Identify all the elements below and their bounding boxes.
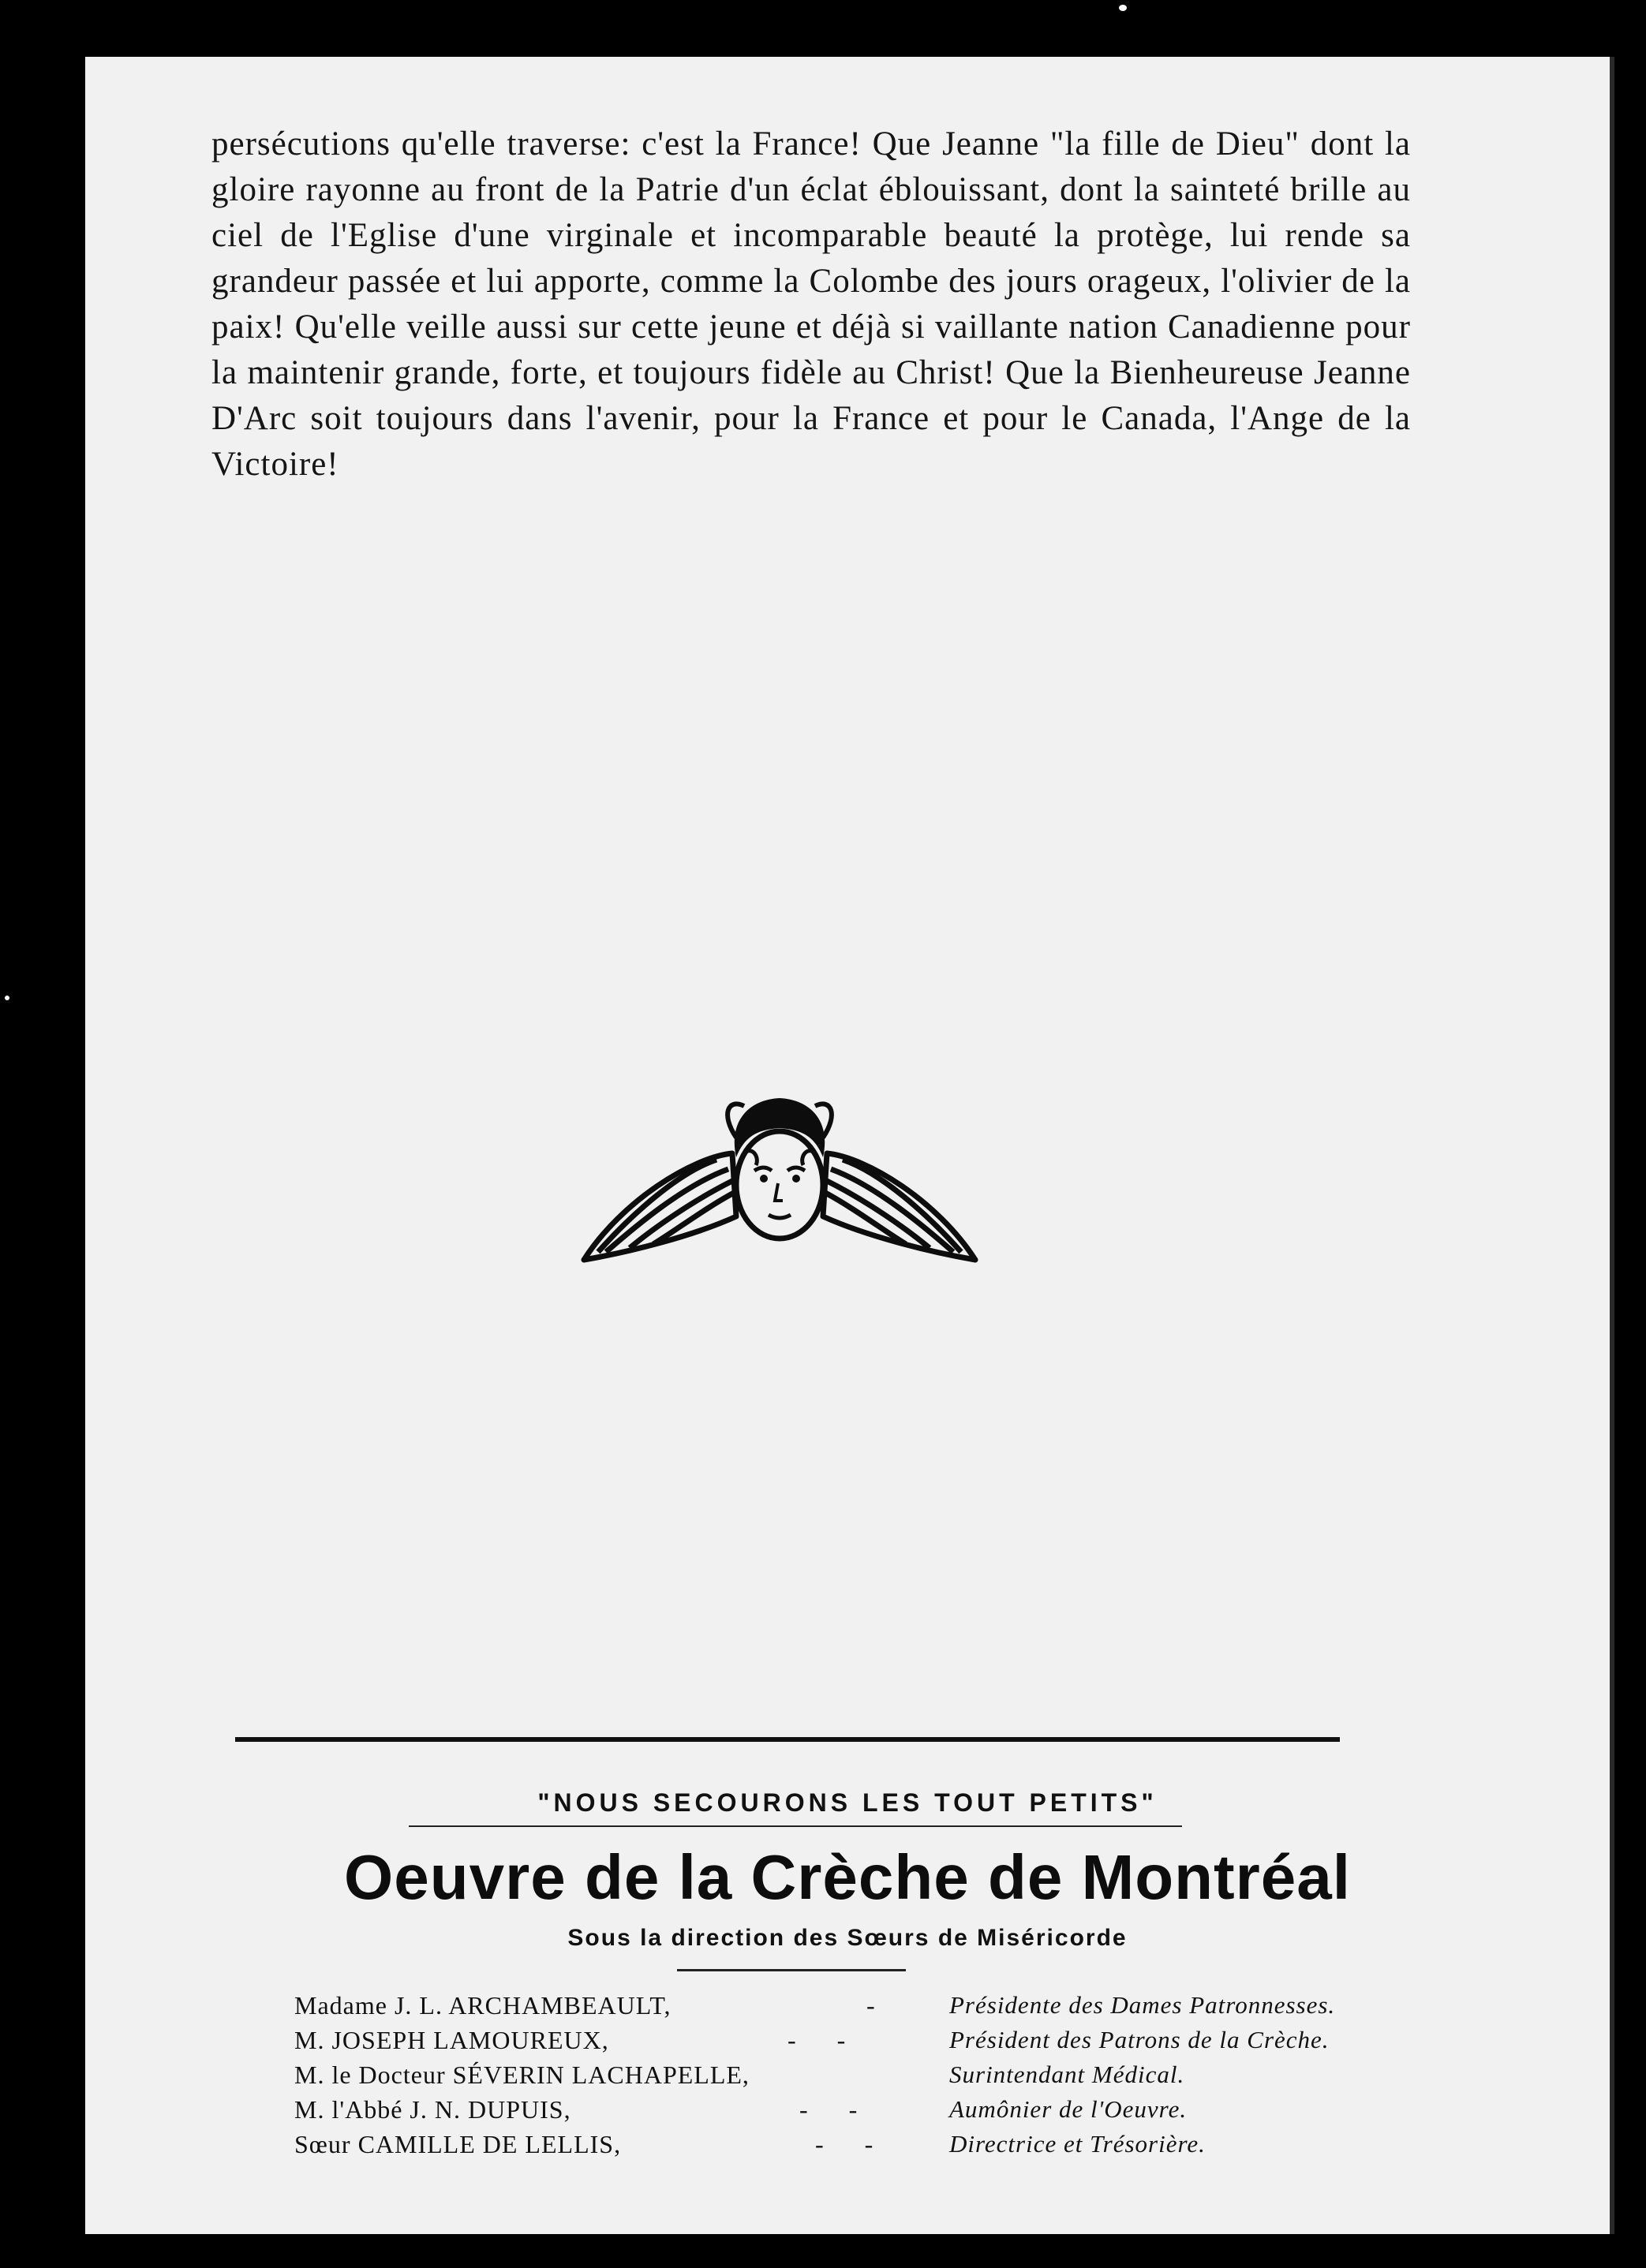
officer-role: Surintendant Médical. (949, 2061, 1185, 2088)
officer-role: Aumônier de l'Oeuvre. (949, 2095, 1188, 2123)
officer-name: M. le Docteur SÉVERIN LACHAPELLE, (294, 2061, 750, 2089)
motto: "NOUS SECOURONS LES TOUT PETITS" (537, 1788, 1158, 1817)
officer-dash: - - (799, 2095, 875, 2124)
officer-row (294, 2130, 1478, 2165)
officer-role: Directrice et Trésorière. (949, 2130, 1206, 2158)
section-divider (235, 1737, 1340, 1742)
officer-name: Sœur CAMILLE DE LELLIS, (294, 2130, 622, 2158)
officer-row (294, 2026, 1478, 2061)
officer-role: Présidente des Dames Patronnesses. (949, 1991, 1336, 2019)
officer-role: Président des Patrons de la Crèche. (949, 2026, 1330, 2053)
film-speck (5, 996, 9, 1000)
body-paragraph: persécutions qu'elle traverse: c'est la France! Que Jeanne "la fille de Dieu" dont la gloire rayonne au front de la Patrie d'un éclat éblouissant, dont la sainteté brille au ciel de l'Eglise d'une virginale et incomparable beauté la protège, lui rende sa grandeur passée et lui apporte, comme la Colombe des jours orageux, l'olivier de la paix! Qu'elle veille aussi sur cette jeune et déjà si vaillante nation Canadienne pour la maintenir grande, forte, et toujours fidèle au Christ! Que la Bienheureuse Jeanne D'Arc soit toujours dans l'avenir, pour la France et pour le Canada, l'Ange de la Victoire! (211, 125, 1411, 483)
officer-dash: - - (815, 2130, 891, 2158)
officer-dash: - (866, 1991, 892, 2020)
film-speck (1119, 5, 1127, 11)
officer-row (294, 2061, 1478, 2095)
motto-underline (409, 1825, 1182, 1827)
officer-name: Madame J. L. ARCHAMBEAULT, (294, 1991, 671, 2020)
document-page (85, 57, 1614, 2234)
officer-name: M. JOSEPH LAMOUREUX, (294, 2026, 609, 2054)
officer-row (294, 2095, 1478, 2130)
organization-subtitle: Sous la direction des Sœurs de Miséricorde (567, 1925, 1128, 1951)
organization-title: Oeuvre de la Crèche de Montréal (344, 1842, 1351, 1912)
cherub-icon (574, 1082, 985, 1280)
officer-name: M. l'Abbé J. N. DUPUIS, (294, 2095, 571, 2124)
officers-list (294, 1991, 1478, 2165)
subtitle-divider (677, 1969, 906, 1971)
officer-row (294, 1991, 1478, 2026)
officer-dash: - - (787, 2026, 863, 2054)
